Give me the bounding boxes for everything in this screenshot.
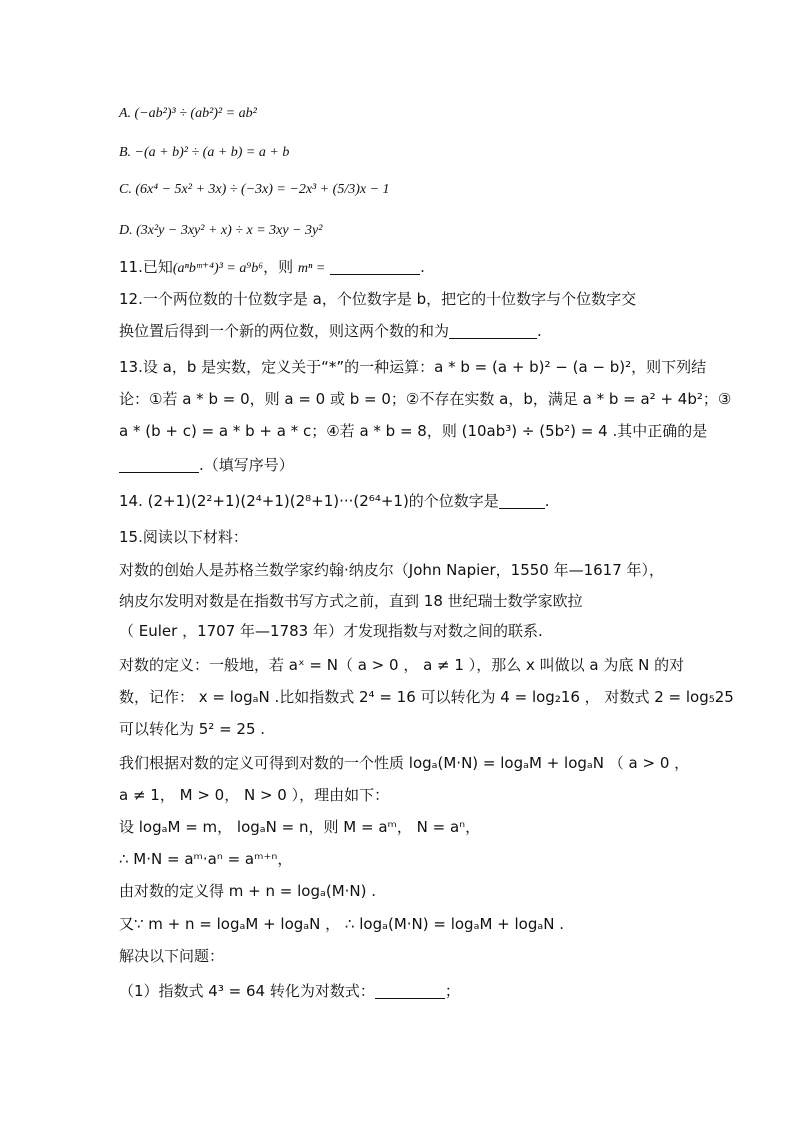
question-13-line-2: 论：①若 a * b = 0，则 a = 0 或 b = 0；②不存在实数 a，b，满足 a * b = a² + 4b²；③ (119, 390, 732, 408)
question-13-line-3: a * (b + c) = a * b + a * c；④若 a * b = 8，则 (10ab³) ÷ (5b²) = 4 .其中正确的是 (119, 422, 708, 440)
reading-line-8: a ≠ 1， M > 0， N > 0 ），理由如下： (119, 786, 390, 804)
reading-line-9: 设 logₐM = m， logₐN = n，则 M = aᵐ， N = aⁿ， (119, 818, 481, 836)
reading-line-1: 对数的创始人是苏格兰数学家约翰·纳皮尔（John Napier，1550 年—1617 年）， (119, 561, 665, 579)
answer-blank-12 (449, 322, 537, 339)
option-a: A. (−ab²)³ ÷ (ab²)² = ab² (119, 106, 257, 121)
question-13-line-4: .（填写序号） (119, 454, 679, 476)
reading-line-7: 我们根据对数的定义可得到对数的一个性质 logₐ(M·N) = logₐM + logₐN （ a > 0 ， (119, 754, 690, 772)
reading-line-6: 可以转化为 5² = 25 . (119, 720, 266, 738)
answer-blank-13 (119, 456, 199, 473)
question-11: 11.已知(aⁿbᵐ⁺⁴)³ = a⁹b⁶，则 mⁿ = . (119, 258, 425, 276)
question-14: 14. (2+1)(2²+1)(2⁴+1)(2⁸+1)···(2⁶⁴+1)的个位数字是 . (119, 492, 550, 510)
reading-line-12: 又∵ m + n = logₐM + logₐN ， ∴ logₐ(M·N) = logₐM + logₐN . (119, 915, 564, 933)
reading-line-13: 解决以下问题： (119, 947, 225, 965)
question-13-line-1: 13.设 a，b 是实数，定义关于“*”的一种运算：a * b = (a + b)² − (a − b)²，则下列结 (119, 358, 707, 376)
option-c: C. (6x⁴ − 5x² + 3x) ÷ (−3x) = −2x³ + (5/3)x − 1 (119, 182, 390, 197)
option-b: B. −(a + b)² ÷ (a + b) = a + b (119, 145, 290, 160)
reading-line-4: 对数的定义：一般地，若 aˣ = N（ a > 0 ， a ≠ 1 ），那么 x 叫做以 a 为底 N 的对 (119, 656, 685, 674)
reading-line-11: 由对数的定义得 m + n = logₐ(M·N) . (119, 882, 377, 900)
question-15-part-1: （1）指数式 4³ = 64 转化为对数式： ； (119, 982, 460, 1000)
answer-blank-14 (499, 492, 545, 509)
answer-blank-15-1 (375, 982, 445, 999)
option-d: D. (3x²y − 3xy² + x) ÷ x = 3xy − 3y² (119, 223, 323, 238)
question-12-line-1: 12.一个两位数的十位数字是 a，个位数字是 b，把它的十位数字与个位数字交 (119, 290, 637, 308)
reading-line-3: （ Euler ，1707 年—1783 年）才发现指数与对数之间的联系. (119, 622, 543, 640)
answer-blank-11 (330, 258, 420, 275)
reading-line-5: 数，记作： x = logₐN .比如指数式 2⁴ = 16 可以转化为 4 = log₂16 ， 对数式 2 = log₅25 (119, 688, 734, 706)
reading-line-10: ∴ M·N = aᵐ·aⁿ = aᵐ⁺ⁿ， (119, 850, 293, 868)
question-12-line-2: 换位置后得到一个新的两位数，则这两个数的和为 . (119, 322, 542, 340)
question-15-heading: 15.阅读以下材料： (119, 528, 248, 546)
reading-line-2: 纳皮尔发明对数是在指数书写方式之前，直到 18 世纪瑞士数学家欧拉 (119, 592, 583, 610)
